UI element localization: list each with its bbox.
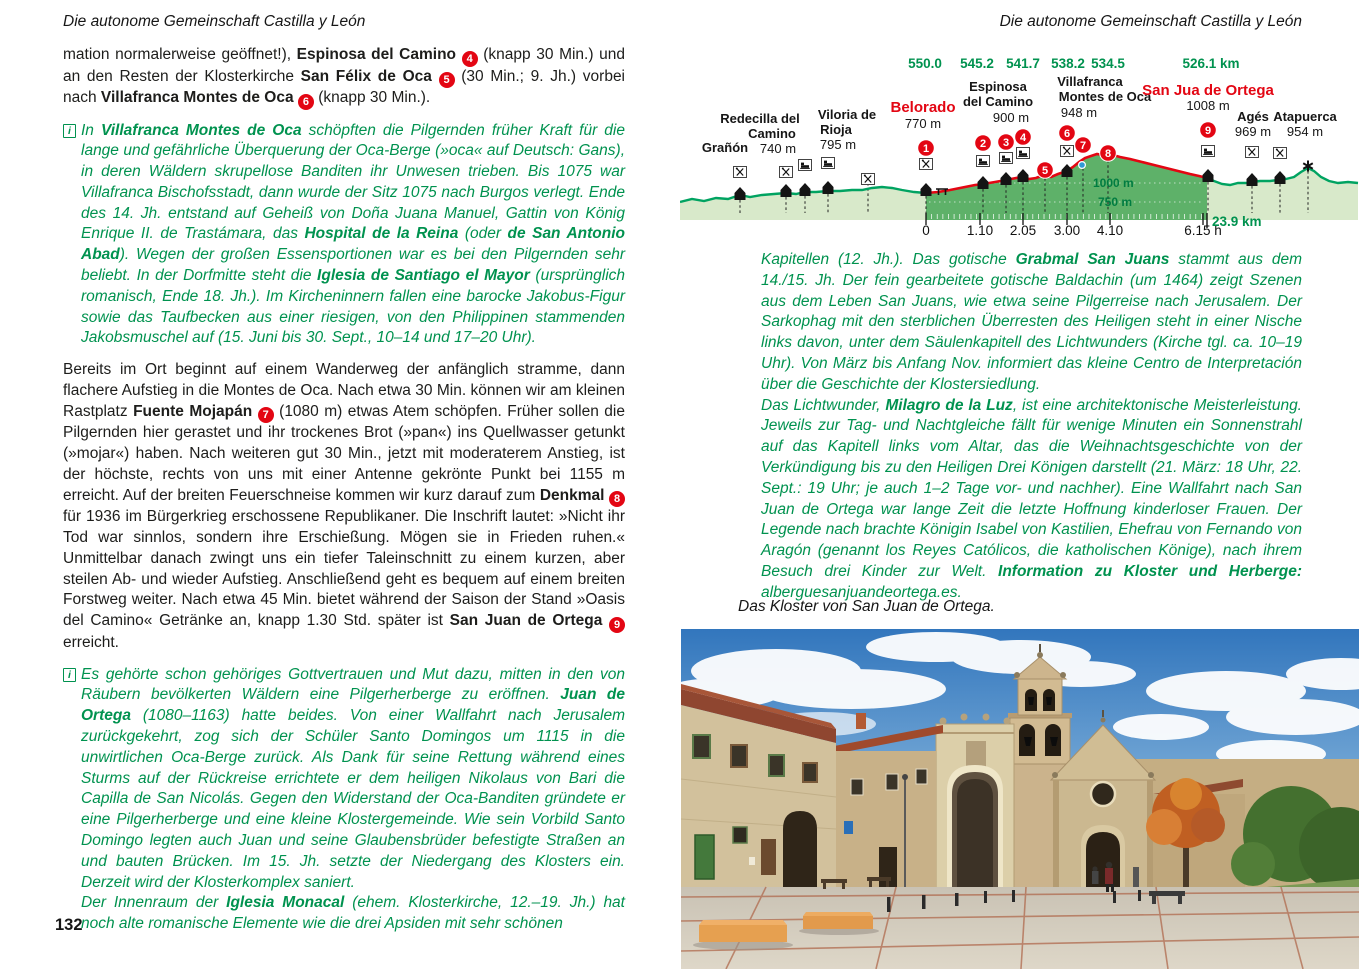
albergue-icon xyxy=(1001,172,1012,185)
chart-label: Agés xyxy=(1237,109,1269,124)
chart-label: Belorado xyxy=(890,99,956,116)
albergue-icon xyxy=(781,184,792,197)
chart-label: Villafranca xyxy=(1057,74,1123,89)
elevation-profile-chart xyxy=(680,50,1359,250)
albergue-icon xyxy=(1275,171,1286,184)
chart-label: Atapuerca xyxy=(1273,109,1337,124)
svg-text:6.15 h: 6.15 h xyxy=(1184,223,1222,238)
svg-text:750 m: 750 m xyxy=(1098,195,1133,209)
svg-text:3: 3 xyxy=(1002,136,1010,149)
chart-label: 969 m xyxy=(1234,124,1272,139)
chart-label: 545.2 xyxy=(960,56,994,71)
info-box: i In Villafranca Montes de Oca schöpften die Pilgernden früher Kraft für die lange und gefährliche Überquerung der Oca-Berge (»oca« auf Deutsch: Gans), in deren Wäldern skrupellose Banditen ihr Unwesen trieben. Bis 1075 war Villafranca Bischofsstadt, dann wurde der Sitz 1075 nach Burgos verlegt. Ende des 14. Jh. entstand auf Geheiß von Doña Juana Manuel, Gattin von König Enrique II. de Trastámara, das Hospital de la Reina (oder de San Antonio Abad). Wegen der großen Essensportionen war es bei den Pilgernden sehr beliebt. In der Dorfmitte steht die Iglesia de Santiago el Mayor (ursprünglich romanisch, Ende 18. Jh.). Im Kircheninnern fallen eine barocke Jakobus-Figur sowie das Taufbecken aus einer riesigen, von den Philippinen stammenden Jakobsmuschel auf (15. Juni bis 30. Sept., 10–14 und 17–20 Uhr). xyxy=(63,121,625,350)
chart-label: Viloria de xyxy=(817,107,877,122)
chart-label: Redecilla del xyxy=(720,111,800,126)
waypoint-badge: 8 xyxy=(609,491,625,507)
svg-text:2: 2 xyxy=(979,137,987,150)
running-header-right: Die autonome Gemeinschaft Castilla y León xyxy=(999,13,1302,30)
svg-text:4: 4 xyxy=(1019,131,1027,144)
waypoint-badge: 9 xyxy=(609,617,625,633)
paragraph: Bereits im Ort beginnt auf einem Wanderweg der anfänglich stramme, dann flachere Aufstieg in die Montes de Oca. Nach etwa 30 Min. können wir am kleinen Rastplatz Fuente Mojapán 7 (1080 m) etwas Atem schöpfen. Früher sollen die Pilgernden hier gerastet und ihr trockenes Brot (»pan«) ins Quellwasser getunkt (»mojar«) haben. Nach weiteren gut 30 Min., jetzt mit moderaterem Anstieg, ist der höchste, rechts von uns mit einer Antenne gekrönte Punkt bei 1155 m erreicht. Auf der breiten Feuerschneise kommen wir kurz darauf zum Denkmal 8 für 1936 im Bürgerkrieg erschossene Republikaner. Die Inschrift lautet: »Nicht ihr Tod war sinnlos, sondern ihre Erschießung. Mögen sie in Frieden ruhen.« Unmittelbar danach zwingt uns ein tiefer Taleinschnitt zu einem kurzen, aber steilen Ab- und wieder Aufstieg. Anschließend geht es bequem auf einem breiten Forstweg weiter. Nach etwa 45 Min. bietet während der Saison der Stand »Oasis del Camino« Getränke an, knapp 1.30 Std. später ist San Juan de Ortega 9 erreicht. xyxy=(63,361,625,651)
chart-label: San Jua de Ortega xyxy=(1142,82,1274,99)
chart-label: 740 m xyxy=(759,141,797,156)
chart-label: 770 m xyxy=(904,116,942,131)
svg-text:3.00: 3.00 xyxy=(1053,223,1081,238)
info-icon: i xyxy=(63,124,76,138)
albergue-icon xyxy=(978,176,989,189)
svg-text:0: 0 xyxy=(922,223,930,238)
chart-label: 900 m xyxy=(992,110,1030,125)
info-icon: i xyxy=(63,668,76,682)
waypoint-badge: 5 xyxy=(439,72,455,88)
chart-label: del Camino xyxy=(962,94,1034,109)
svg-text:1.10: 1.10 xyxy=(966,223,994,238)
waypoint-badge: 7 xyxy=(258,407,274,423)
chart-label: 795 m xyxy=(819,137,857,152)
svg-text:1: 1 xyxy=(922,142,930,155)
chart-label: 954 m xyxy=(1286,124,1324,139)
chart-label: Montes de Oca xyxy=(1058,89,1152,104)
chart-label: Rioja xyxy=(820,122,852,137)
chart-label: 541.7 xyxy=(1006,56,1040,71)
page-number: 132 xyxy=(55,916,83,934)
baroque-portal xyxy=(936,714,1014,892)
svg-text:8: 8 xyxy=(1104,147,1112,160)
left-text-column xyxy=(63,38,625,946)
elevation-profile-svg xyxy=(680,50,1359,250)
paragraph: mation normalerweise geöffnet!), Espinosa del Camino 4 (knapp 30 Min.) und an den Resten der Klosterkirche San Félix de Oca 5 (30 Min.; 9. Jh.) vorbei nach Villafranca Montes de Oca 6 (knapp 30 Min.). xyxy=(63,46,626,108)
svg-text:5: 5 xyxy=(1041,164,1049,177)
fountain-icon xyxy=(1079,162,1086,169)
info-box: Das Lichtwunder, Milagro de la Luz, ist eine architektonische Meisterleistung. Jeweils zur Tag- und Nachtgleiche fällt für wenige Minuten ein Sonnenstrahl auf das Kapitell links vom Altar, das die Weihnachtsgeschichte von der Verkündigung bis zu den Heiligen Drei Königen darstellt (21. März: 18 Uhr, 22. Sept.: 19 Uhr; je auch 1–2 Tage vor- und nachher). Eine Wallfahrt nach San Juan de Ortega war lange Zeit die letzte Hoffnung kinderloser Frauen. Der Legende nach brachte Königin Isabel von Kastilien, Ehefrau von Fernando von Aragón (genannt los Reyes Católicos, die katholischen Könige), nach ihrem Besuch drei Kinder zur Welt. Information zu Kloster und Herberge: alberguesanjuandeortega.es. xyxy=(761,396,1302,601)
chart-label: 550.0 xyxy=(908,56,942,71)
waypoint-badge: 6 xyxy=(298,94,314,110)
info-box: i Es gehörte schon gehöriges Gottvertrauen und Mut dazu, mitten in den von Räubern bevölkerten Wäldern eine Pilgerherberge zu eröffnen. Juan de Ortega (1080–1163) hatte beides. Von einer Wallfahrt nach Jerusalem zurückgekehrt, zog sich der Schüler Santo Domingos um 1115 in die unwirtlichen Oca-Berge zurück. Als Dank für seine Rettung während eines Sturms auf der Rückreise errichtete er dem heiligen Nikolaus von Bari die Capilla de San Nicolás. Gegen den Widerstand der Oca-Banditen gründete er eine Pilgerherberge und eine kleine Klostergemeinde. Wie sein Vorbild Santo Domingo legten auch Juan und seine Glaubensbrüder befestigte Straßen an und bauten Brücken. Im 15. Jh. setzte der Niedergang des Klosters ein. Derzeit wird der Klosterkomplex saniert. Der Innenraum der Iglesia Monacal (ehem. Klosterkirche, 12.–19. Jh.) hat noch alte romanische Elemente wie die drei Apsiden mit sehr schönen xyxy=(63,665,625,935)
svg-text:9: 9 xyxy=(1204,124,1212,137)
chart-label: Grañón xyxy=(701,140,749,155)
right-text-column xyxy=(761,250,1302,604)
chart-label: 534.5 xyxy=(1091,56,1125,71)
svg-text:2.05: 2.05 xyxy=(1009,223,1037,238)
albergue-icon xyxy=(1247,173,1258,186)
albergue-icon xyxy=(800,183,811,196)
albergue-icon xyxy=(1018,169,1029,182)
svg-text:4.10: 4.10 xyxy=(1096,223,1124,238)
chart-label: 526.1 km xyxy=(1182,56,1240,71)
svg-text:7: 7 xyxy=(1079,139,1087,152)
running-header-left: Die autonome Gemeinschaft Castilla y León xyxy=(63,13,366,30)
albergue-icon xyxy=(735,187,746,200)
info-box: Kapitellen (12. Jh.). Das gotische Grabmal San Juans stammt aus dem 14./15. Jh. Der fein gearbeitete gotische Baldachin (um 1464) zeigt Szenen aus dem Leben San Juans, wie etwa seine Pilgerreise nach Jerusalem. Der Sarkophag mit den sterblichen Überresten des Heiligen steht in einer Nische links davon, unter dem Säulenkapitell des Lichtwunders (Kirche tgl. ca. 10–19 Uhr). Von März bis Anfang Nov. informiert das kleine Centro de Interpretación über die Geschichte der Klostersiedlung. xyxy=(761,251,1302,393)
stage-length-label: 23.9 km xyxy=(1212,214,1262,229)
chart-label: 538.2 xyxy=(1051,56,1085,71)
photo-caption: Das Kloster von San Juan de Ortega. xyxy=(738,598,995,615)
svg-text:6: 6 xyxy=(1063,127,1071,140)
albergue-icon xyxy=(1203,169,1214,182)
chart-label: Camino xyxy=(748,126,796,141)
albergue-icon xyxy=(823,181,834,194)
chart-label: 1008 m xyxy=(1186,98,1230,113)
chart-label: Espinosa xyxy=(969,79,1027,94)
albergue-icon xyxy=(921,183,932,196)
svg-text:1000 m: 1000 m xyxy=(1093,176,1134,190)
waypoint-badge: 4 xyxy=(462,51,478,67)
albergue-icon xyxy=(1062,164,1073,177)
monastery-photo-svg xyxy=(681,629,1359,969)
monastery-photo xyxy=(681,629,1359,969)
chart-label: 948 m xyxy=(1060,105,1098,120)
